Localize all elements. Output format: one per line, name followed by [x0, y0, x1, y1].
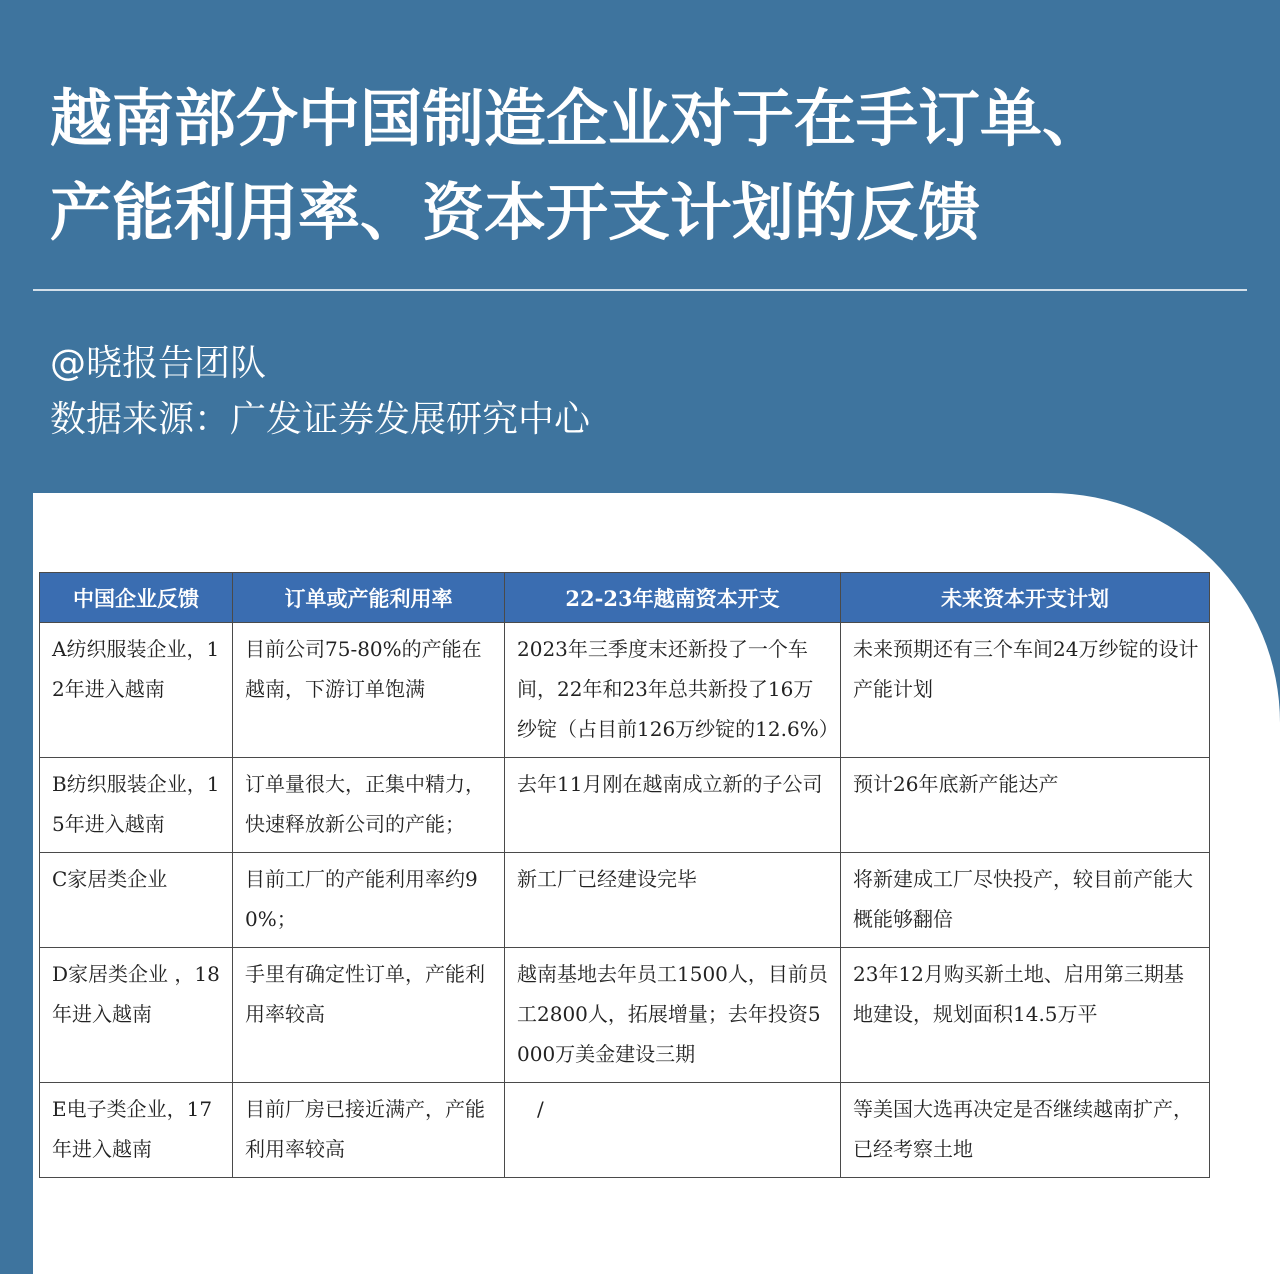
- title-line-1: 越南部分中国制造企业对于在手订单、: [50, 82, 1105, 155]
- cell-future-plan: 将新建成工厂尽快投产，较目前产能大概能够翻倍: [841, 853, 1210, 948]
- cell-capex: 新工厂已经建设完毕: [505, 853, 841, 948]
- cell-utilization: 目前公司75-80%的产能在越南，下游订单饱满: [233, 623, 505, 758]
- cell-capex: 2023年三季度末还新投了一个车间，22年和23年总共新投了16万纱锭（占目前126万纱锭的12.6%）: [505, 623, 841, 758]
- cell-future-plan: 等美国大选再决定是否继续越南扩产，已经考察土地: [841, 1083, 1210, 1178]
- cell-future-plan: 23年12月购买新土地、启用第三期基地建设，规划面积14.5万平: [841, 948, 1210, 1083]
- table-card: [33, 493, 1280, 1274]
- cell-company: C家居类企业: [40, 853, 233, 948]
- table-row: [40, 948, 1210, 1083]
- table-row: [40, 758, 1210, 853]
- title-line-2: 产能利用率、资本开支计划的反馈: [50, 176, 981, 249]
- cell-future-plan: 预计26年底新产能达产: [841, 758, 1210, 853]
- title-divider: [33, 289, 1247, 291]
- cell-capex: /: [505, 1083, 841, 1178]
- cell-utilization: 目前工厂的产能利用率约90%；: [233, 853, 505, 948]
- subtitle-block: [50, 336, 590, 448]
- cell-company: A纺织服装企业，12年进入越南: [40, 623, 233, 758]
- table-header-row: [40, 573, 1210, 623]
- cell-utilization: 目前厂房已接近满产，产能利用率较高: [233, 1083, 505, 1178]
- cell-company: E电子类企业，17年进入越南: [40, 1083, 233, 1178]
- cell-utilization: 手里有确定性订单，产能利用率较高: [233, 948, 505, 1083]
- header-future-capex: 未来资本开支计划: [841, 573, 1210, 623]
- page-title: [50, 72, 1260, 260]
- header-order-utilization: 订单或产能利用率: [233, 573, 505, 623]
- cell-capex: 越南基地去年员工1500人，目前员工2800人，拓展增量；去年投资5000万美金建设三期: [505, 948, 841, 1083]
- data-source: 数据来源：广发证券发展研究中心: [50, 399, 591, 440]
- header-capex-22-23: 22-23年越南资本开支: [505, 573, 841, 623]
- cell-company: D家居类企业 ，18年进入越南: [40, 948, 233, 1083]
- cell-capex: 去年11月刚在越南成立新的子公司: [505, 758, 841, 853]
- feedback-table: [39, 572, 1210, 1178]
- cell-utilization: 订单量很大，正集中精力，快速释放新公司的产能；: [233, 758, 505, 853]
- table-row: [40, 623, 1210, 758]
- cell-company: B纺织服装企业，15年进入越南: [40, 758, 233, 853]
- table-row: [40, 853, 1210, 948]
- cell-future-plan: 未来预期还有三个车间24万纱锭的设计产能计划: [841, 623, 1210, 758]
- table-row: [40, 1083, 1210, 1178]
- author-credit: @晓报告团队: [50, 343, 267, 384]
- header-company-feedback: 中国企业反馈: [40, 573, 233, 623]
